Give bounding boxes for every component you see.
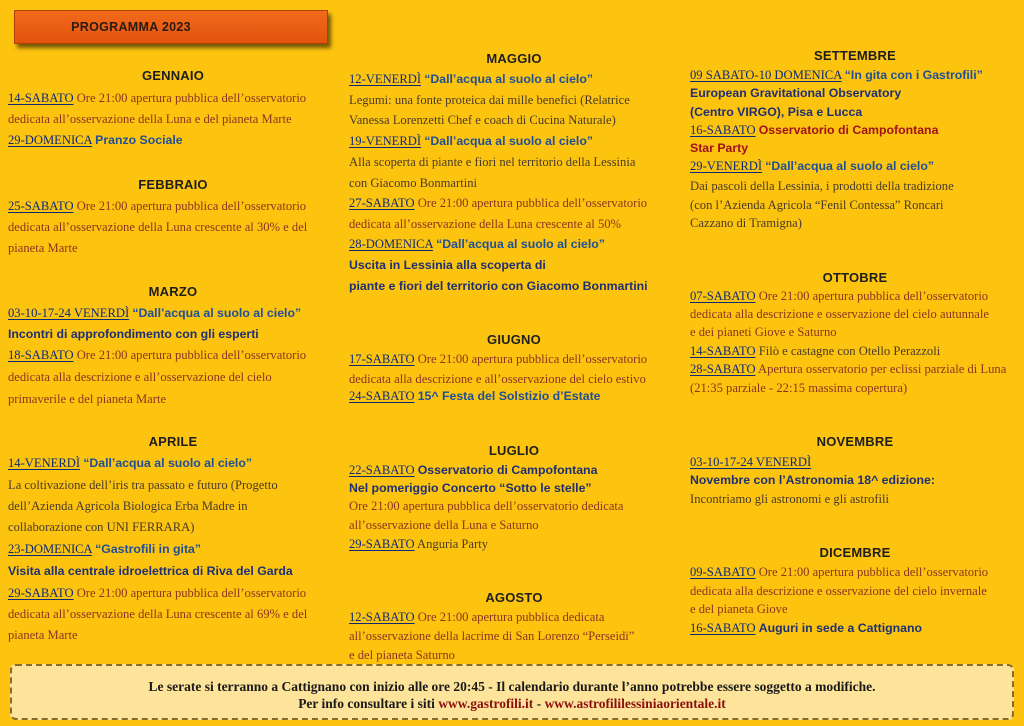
event-line bbox=[690, 453, 811, 471]
month-heading-novembre: NOVEMBRE bbox=[816, 434, 894, 449]
event-date: 23-DOMENICA bbox=[8, 542, 92, 556]
event-date: 14-VENERDÌ bbox=[8, 456, 81, 470]
footer-line-1: Le serate si terranno a Cattignano con inizio alle ore 20:45 - Il calendario durante l’anno potrebbe essere soggetto a modifiche. bbox=[148, 679, 876, 694]
event-date: 16-SABATO bbox=[690, 123, 756, 137]
event-text: all’osservazione della lacrime di San Lorenzo “Perseidi” bbox=[349, 629, 635, 643]
event-line bbox=[349, 608, 604, 626]
event-line bbox=[690, 66, 983, 84]
event-title: “In gita con i Gastrofili” bbox=[844, 68, 983, 82]
event-text: primaverile e del pianeta Marte bbox=[8, 392, 167, 406]
event-text: Ore 21:00 apertura pubblica dell’osservatorio bbox=[76, 586, 307, 600]
event-line bbox=[690, 563, 988, 581]
month-heading-maggio: MAGGIO bbox=[486, 51, 542, 66]
event-line bbox=[8, 584, 306, 602]
event-title: “Dall’acqua al suolo al cielo” bbox=[132, 306, 302, 320]
event-title: Auguri in sede a Cattignano bbox=[758, 621, 922, 635]
event-date: 28-SABATO bbox=[690, 362, 756, 376]
event-line bbox=[8, 131, 183, 149]
event-date: 29-SABATO bbox=[349, 537, 415, 551]
event-subtitle: Novembre con l’Astronomia 18^ edizione: bbox=[690, 473, 935, 487]
event-text: Ore 21:00 apertura pubblica dedicata bbox=[417, 610, 605, 624]
event-text: Dai pascoli della Lessinia, i prodotti della tradizione bbox=[690, 179, 954, 193]
site-link-astrofili[interactable]: www.astrofililessiniaorientale.it bbox=[544, 696, 726, 711]
footer-separator: - bbox=[536, 696, 542, 711]
event-line bbox=[8, 540, 201, 558]
month-heading-dicembre: DICEMBRE bbox=[819, 545, 891, 560]
event-text: Ore 21:00 apertura pubblica dell’osservatorio bbox=[758, 565, 989, 579]
event-date: 14-SABATO bbox=[690, 344, 756, 358]
event-title: “Gastrofili in gita” bbox=[95, 542, 202, 556]
event-subtitle: Uscita in Lessinia alla scoperta di bbox=[349, 258, 546, 272]
event-text: Ore 21:00 apertura pubblica dell’osservatorio bbox=[417, 352, 648, 366]
event-date: 12-SABATO bbox=[349, 610, 415, 624]
event-line bbox=[8, 89, 306, 107]
event-date: 24-SABATO bbox=[349, 389, 415, 403]
event-title: Osservatorio di Campofontana bbox=[417, 463, 598, 477]
event-text: Apertura osservatorio per eclissi parziale di Luna bbox=[758, 362, 1007, 376]
event-date: 03-10-17-24 VENERDÌ bbox=[690, 455, 812, 469]
month-heading-luglio: LUGLIO bbox=[488, 443, 540, 458]
event-text: Ore 21:00 apertura pubblica dell’osservatorio bbox=[76, 348, 307, 362]
month-heading-settembre: SETTEMBRE bbox=[814, 48, 896, 63]
month-heading-giugno: GIUGNO bbox=[487, 332, 541, 347]
event-subtitle: European Gravitational Observatory bbox=[690, 86, 902, 100]
event-text: pianeta Marte bbox=[8, 628, 78, 642]
event-text: dedicata all’osservazione della Luna crescente al 50% bbox=[349, 217, 622, 231]
event-line bbox=[349, 350, 647, 368]
event-title: 15^ Festa del Solstizio d’Estate bbox=[417, 389, 601, 403]
event-text: dedicata alla descrizione e all’osservazione del cielo estivo bbox=[349, 372, 646, 386]
event-line bbox=[349, 70, 593, 88]
event-line bbox=[8, 454, 252, 472]
event-text: Ore 21:00 apertura pubblica dell’osservatorio bbox=[417, 196, 648, 210]
event-date: 03-10-17-24 VENERDÌ bbox=[8, 306, 130, 320]
event-line bbox=[690, 360, 1006, 378]
event-date: 29-DOMENICA bbox=[8, 133, 92, 147]
month-heading-agosto: AGOSTO bbox=[485, 590, 543, 605]
event-date: 14-SABATO bbox=[8, 91, 74, 105]
event-date: 09 SABATO-10 DOMENICA bbox=[690, 68, 842, 82]
event-date: 29-SABATO bbox=[8, 586, 74, 600]
event-date: 18-SABATO bbox=[8, 348, 74, 362]
event-text: dedicata alla descrizione e all’osservazione del cielo bbox=[8, 370, 272, 384]
event-text: Alla scoperta di piante e fiori nel territorio della Lessinia bbox=[349, 155, 636, 169]
event-text: e dei pianeti Giove e Saturno bbox=[690, 325, 837, 339]
event-text: all’osservazione della Luna e Saturno bbox=[349, 518, 539, 532]
event-date: 22-SABATO bbox=[349, 463, 415, 477]
month-heading-marzo: MARZO bbox=[148, 284, 198, 299]
event-subtitle: Star Party bbox=[690, 141, 749, 155]
event-text: Ore 21:00 apertura pubblica dell’osservatorio dedicata bbox=[349, 499, 624, 513]
event-text: pianeta Marte bbox=[8, 241, 78, 255]
event-date: 27-SABATO bbox=[349, 196, 415, 210]
event-subtitle: Nel pomeriggio Concerto “Sotto le stelle” bbox=[349, 481, 592, 495]
event-line bbox=[349, 387, 601, 405]
event-text: dedicata alla descrizione e osservazione del cielo autunnale bbox=[690, 307, 989, 321]
event-text: Legumi: una fonte proteica dai mille benefici (Relatrice bbox=[349, 93, 630, 107]
event-title: Osservatorio di Campofontana bbox=[758, 123, 939, 137]
event-line bbox=[8, 197, 306, 215]
event-text: collaborazione con UNI FERRARA) bbox=[8, 520, 195, 534]
event-date: 19-VENERDÌ bbox=[349, 134, 422, 148]
footer-info-label: Per info consultare i siti bbox=[298, 696, 435, 711]
event-text: con Giacomo Bonmartini bbox=[349, 176, 478, 190]
event-text: Incontriamo gli astronomi e gli astrofili bbox=[690, 492, 890, 506]
event-date: 07-SABATO bbox=[690, 289, 756, 303]
footer-line-2 bbox=[12, 695, 1012, 712]
event-line bbox=[690, 287, 988, 305]
event-text: La coltivazione dell’iris tra passato e futuro (Progetto bbox=[8, 478, 278, 492]
month-heading-febbraio: FEBBRAIO bbox=[138, 177, 208, 192]
event-line bbox=[349, 132, 593, 150]
event-date: 28-DOMENICA bbox=[349, 237, 433, 251]
event-text: Vanessa Lorenzetti Chef e coach di Cucina Naturale) bbox=[349, 113, 616, 127]
event-subtitle: (Centro VIRGO), Pisa e Lucca bbox=[690, 105, 863, 119]
event-subtitle: Incontri di approfondimento con gli esperti bbox=[8, 327, 259, 341]
event-text: (21:35 parziale - 22:15 massima copertura) bbox=[690, 381, 908, 395]
event-text: Cazzano di Tramigna) bbox=[690, 216, 802, 230]
event-text: dedicata all’osservazione della Luna crescente al 69% e del bbox=[8, 607, 308, 621]
event-text: Ore 21:00 apertura pubblica dell’osservatorio bbox=[76, 91, 307, 105]
event-line bbox=[690, 342, 940, 360]
month-heading-aprile: APRILE bbox=[148, 434, 198, 449]
footer-info bbox=[10, 664, 1014, 720]
event-date: 17-SABATO bbox=[349, 352, 415, 366]
program-title: PROGRAMMA 2023 bbox=[71, 20, 191, 34]
event-line bbox=[690, 121, 938, 139]
event-text: dell’Azienda Agricola Biologica Erba Madre in bbox=[8, 499, 248, 513]
event-text: Filò e castagne con Otello Perazzoli bbox=[758, 344, 941, 358]
event-line bbox=[690, 157, 934, 175]
event-text: (con l’Azienda Agricola “Fenil Contessa” Roncari bbox=[690, 198, 944, 212]
event-title: Pranzo Sociale bbox=[95, 133, 183, 147]
event-title: “Dall’acqua al suolo al cielo” bbox=[424, 72, 594, 86]
event-text: Ore 21:00 apertura pubblica dell’osservatorio bbox=[758, 289, 989, 303]
event-text: e del pianeta Giove bbox=[690, 602, 788, 616]
event-text: Ore 21:00 apertura pubblica dell’osservatorio bbox=[76, 199, 307, 213]
event-date: 12-VENERDÌ bbox=[349, 72, 422, 86]
event-line bbox=[349, 194, 647, 212]
event-date: 25-SABATO bbox=[8, 199, 74, 213]
event-text: e del pianeta Saturno bbox=[349, 648, 455, 662]
event-date: 09-SABATO bbox=[690, 565, 756, 579]
event-line bbox=[8, 304, 301, 322]
month-heading-gennaio: GENNAIO bbox=[141, 68, 205, 83]
event-title: “Dall’acqua al suolo al cielo” bbox=[436, 237, 605, 251]
month-heading-ottobre: OTTOBRE bbox=[822, 270, 888, 285]
event-title: “Dall’acqua al suolo al cielo” bbox=[83, 456, 253, 470]
event-date: 29-VENERDÌ bbox=[690, 159, 763, 173]
program-badge bbox=[14, 10, 328, 44]
event-line bbox=[690, 619, 922, 637]
event-text: dedicata all’osservazione della Luna e del pianeta Marte bbox=[8, 112, 292, 126]
event-line bbox=[349, 535, 488, 553]
event-text: dedicata alla descrizione e osservazione del cielo invernale bbox=[690, 584, 987, 598]
event-subtitle: Visita alla centrale idroelettrica di Riva del Garda bbox=[8, 564, 293, 578]
event-text: dedicata all’osservazione della Luna crescente al 30% e del bbox=[8, 220, 308, 234]
event-date: 16-SABATO bbox=[690, 621, 756, 635]
event-line bbox=[349, 461, 597, 479]
event-text: Anguria Party bbox=[417, 537, 489, 551]
event-line bbox=[8, 346, 306, 364]
event-subtitle: piante e fiori del territorio con Giacomo Bonmartini bbox=[349, 279, 648, 293]
site-link-gastrofili[interactable]: www.gastrofili.it bbox=[438, 696, 534, 711]
event-line bbox=[349, 235, 605, 253]
event-title: “Dall’acqua al suolo al cielo” bbox=[765, 159, 935, 173]
event-title: “Dall’acqua al suolo al cielo” bbox=[424, 134, 594, 148]
